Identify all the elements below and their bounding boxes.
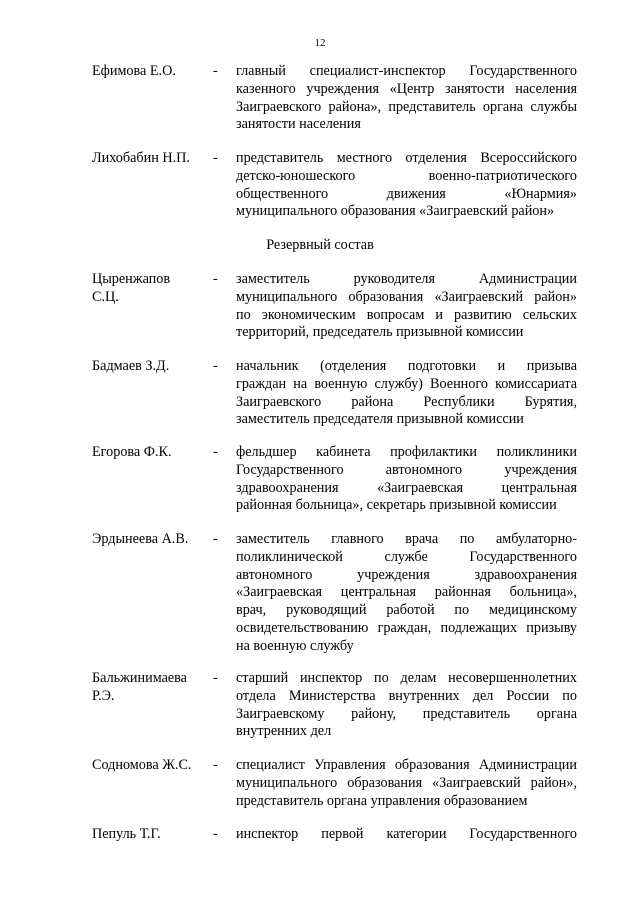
page-number: 12 (314, 37, 326, 49)
position-line: районная больница», секретарь призывной комиссии (236, 497, 557, 514)
member-name (92, 826, 207, 844)
position-line: автономного учреждения здравоохранения (236, 566, 577, 583)
separator-dash: - (213, 531, 218, 547)
position-line: главный специалист-инспектор Государственного (236, 63, 577, 79)
position-line: Государственного автономного учреждения (236, 461, 577, 478)
position-line: территорий, председатель призывной комиссии (236, 324, 524, 341)
position-line: поликлинической службе Государственного (236, 548, 577, 565)
position-line: муниципального образования «Заиграевский район» (236, 288, 577, 305)
position-line: «Заиграевская центральная районная больница», (236, 584, 577, 601)
position-line: начальник (отделения подготовки и призыва (236, 358, 577, 374)
member-name (92, 670, 207, 706)
position-line: инспектор первой категории Государственного (236, 826, 577, 842)
position-line: освидетельствованию граждан, подлежащих призыву (236, 619, 577, 636)
member-position (236, 271, 577, 342)
position-line: казенного учреждения «Центр занятости населения (236, 80, 577, 97)
position-line: на военную службу (236, 637, 354, 654)
position-line: граждан на военную службу) Военного комиссариата (236, 375, 577, 392)
name-line: Бальжинимаева (92, 670, 187, 686)
position-line: заместитель главного врача по амбулаторно- (236, 531, 577, 547)
position-line: заместитель руководителя Администрации (236, 271, 577, 287)
position-line: по экономическим вопросам и развитию сельских (236, 306, 577, 323)
member-name (92, 444, 207, 462)
position-line: Заиграевского района Республики Бурятия, (236, 393, 577, 410)
separator-dash: - (213, 670, 218, 686)
position-line: Заиграевского района», представитель органа службы (236, 98, 577, 115)
member-name (92, 271, 207, 307)
member-position (236, 757, 577, 810)
name-line: Егорова Ф.К. (92, 444, 172, 460)
name-line: Р.Э. (92, 687, 115, 704)
name-line: Бадмаев З.Д. (92, 358, 170, 374)
position-line: отдела Министерства внутренних дел России по (236, 687, 577, 704)
position-line: старший инспектор по делам несовершеннолетних (236, 670, 577, 686)
separator-dash: - (213, 444, 218, 460)
position-line: внутренних дел (236, 723, 332, 740)
position-line: заместитель председателя призывной комиссии (236, 411, 524, 428)
position-line: муниципального образования «Заиграевский район» (236, 203, 555, 220)
member-name (92, 63, 207, 81)
member-name (92, 358, 207, 376)
separator-dash: - (213, 358, 218, 374)
separator-dash: - (213, 271, 218, 287)
name-line: Цыренжапов (92, 271, 171, 287)
position-line: детско-юношеского военно-патриотического (236, 167, 577, 184)
member-position (236, 63, 577, 134)
position-line: Заиграевскому району, представитель органа (236, 705, 577, 722)
member-position (236, 358, 577, 429)
separator-dash: - (213, 150, 218, 166)
position-line: общественного движения «Юнармия» (236, 185, 577, 202)
name-line: Эрдынеева А.В. (92, 531, 189, 547)
position-line: врач, руководящий работой по медицинскому (236, 602, 577, 619)
position-line: фельдшер кабинета профилактики поликлиники (236, 444, 577, 460)
member-position (236, 670, 577, 741)
name-line: Лихобабин Н.П. (92, 150, 190, 166)
member-position (236, 444, 577, 515)
member-name (92, 757, 207, 775)
position-line: представитель местного отделения Всероссийского (236, 150, 577, 166)
position-line: специалист Управления образования Администрации (236, 757, 577, 773)
separator-dash: - (213, 826, 218, 842)
member-position (236, 531, 577, 656)
section-title: Резервный состав (266, 237, 374, 253)
member-name (92, 531, 207, 549)
name-line: Пепуль Т.Г. (92, 826, 161, 842)
member-position (236, 150, 577, 221)
separator-dash: - (213, 63, 218, 79)
name-line: С.Ц. (92, 288, 119, 305)
position-line: занятости населения (236, 116, 361, 133)
name-line: Ефимова Е.О. (92, 63, 176, 79)
position-line: здравоохранения «Заиграевская центральная (236, 479, 577, 496)
separator-dash: - (213, 757, 218, 773)
position-line: представитель органа управления образованием (236, 792, 528, 809)
position-line: муниципального образования «Заиграевский район», (236, 774, 577, 791)
name-line: Содномова Ж.С. (92, 757, 192, 773)
member-name (92, 150, 207, 168)
member-position (236, 826, 577, 844)
